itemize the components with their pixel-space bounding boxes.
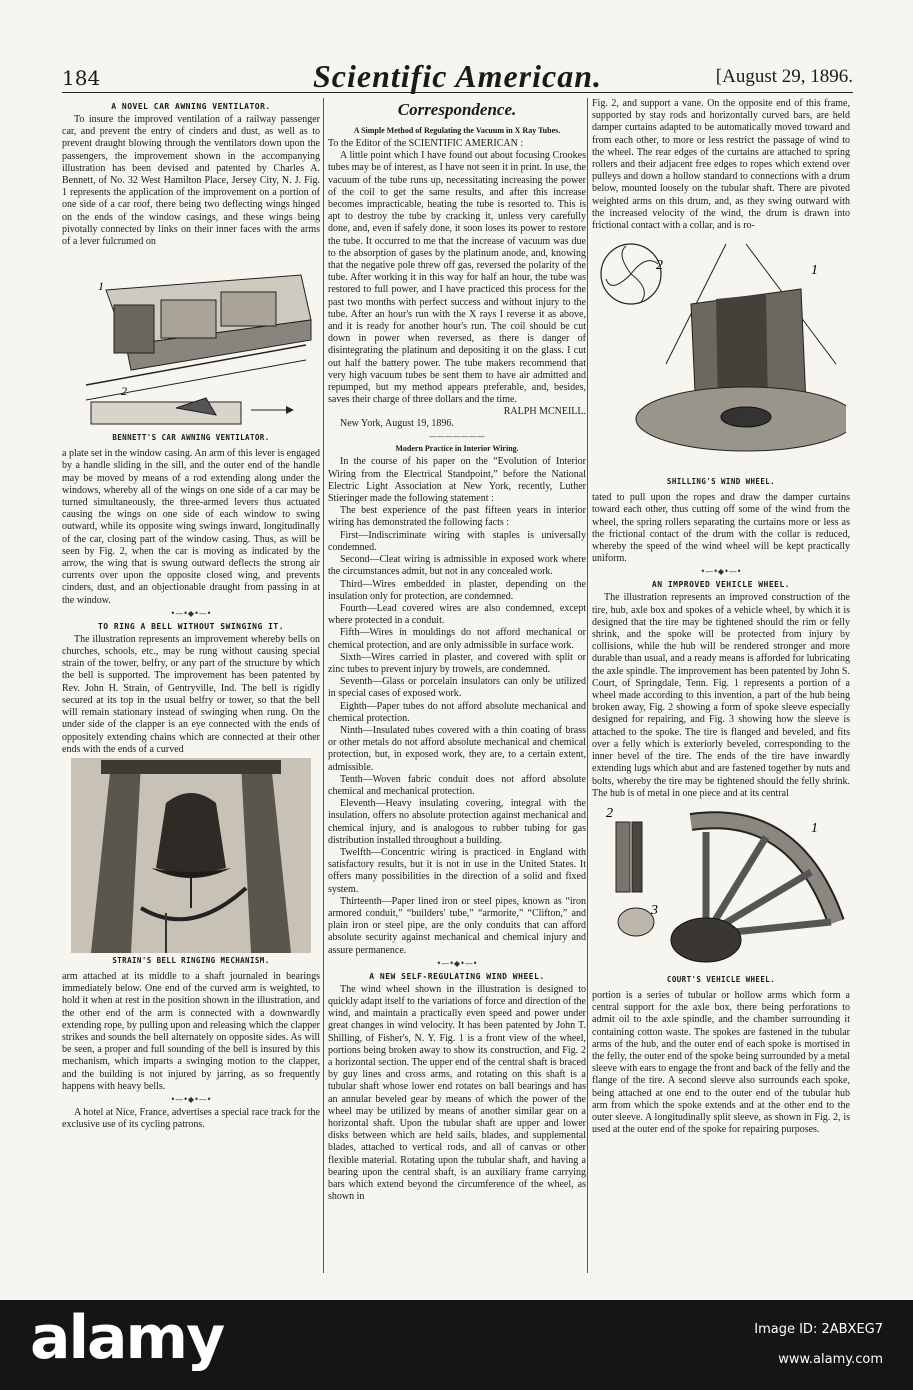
header-rule (62, 92, 853, 93)
figure-number: 2 (121, 384, 127, 399)
ornament-divider: •—•◆•—• (700, 567, 742, 577)
ornament-divider: ——————— (429, 432, 485, 442)
article-paragraph: The wind wheel shown in the illustration is designed to quickly adapt itself to the variations of force and direction of the wind, and maintain a practically even speed and power under great changes in wind velocity. It has been patented by John T. Shilling, of Fisher's, N. Y. Fig. 1 is a front view of the wheel, portions being broken away to show its construction, and Fig. 2 a horizontal section. The upper end of the central shaft is braced by guy lines and cross arms, and rotating on this shaft is a tubular shaft whose lower end rotates on ball bearings and has an annular beveled gear by means of which the power of the wheel may be utilized by means of another similar gear on a horizontal shaft. Upon the tubular shaft are upper and lower disks between which are held sails, blades, and supplemental blades, attached to vertical rods, and all of canvas or other flexible material. Rotating upon the tubular shaft, and having a bearing upon the central shaft, is an auxiliary frame carrying bars which extend beyond the circumference of the wheel, as shown in (328, 983, 586, 1203)
wiring-item: Thirteenth—Paper lined iron or steel pipes, known as “iron armored conduit,” “builders' tube,” “armorite,” “Clifton,” and plain iron or steel pipe, are the only conduits that can afford absolute security against mechanical and chemical injury and assure permanence. (328, 895, 586, 956)
page-number: 184 (62, 66, 101, 90)
figure-number: 1 (98, 279, 104, 294)
article-paragraph: A little point which I have found out about focusing Crookes tubes may be of interest, as I have not seen it in print. In use, the vacuum of the tube runs up, necessitating increasing the power of the coil to get the same results, and after this increase becomes impracticable, heating the tube is resorted to. This is apt to destroy the tube by cracking it, unless very carefully done, and, even if safely done, it soon loses its power to restore the tube. It occurred to me that the increase of vacuum was due to the absorption of gases by the platinum anode, and, knowing that the negative pole threw off gas, reversed the polarity of the tube. After working it in this way for half an hour, the tube was restored to full power, and I have practiced this process for the past two months with perfect success and without injury to the tube. After an hour's run with the X rays I reverse it as above, and it is ready for another hour's run. The coil should be cut down in power when reversed, as there is danger of disintegrating the platinum and depositing it on the glass. I cut out half the battery power. The tube makers recommend that very high vacuum tubes be sent them to have air admitted and repumped, but my method appears preferable, and, besides, saves their charge of three dollars and the time. (328, 150, 586, 406)
figure-caption: COURT'S VEHICLE WHEEL. (666, 974, 776, 984)
wind-wheel-illustration (596, 234, 846, 474)
article-paragraph: The illustration represents an improved construction of the tire, hub, axle box and spokes of a vehicle wheel, by which it is designed that the tire may be tightened should the rim or felly shrink, and the spoke will be protected from injury by collisions, while the hub will be rendered stronger and more durable than usual, and a ready means is afforded for lubricating the axle spindle. The improvement has been patented by John S. Court, of Springdale, Tenn. Fig. 1 represents a portion of a wheel made according to this invention, a part of the hub being broken away, Fig. 2 showing a form of spoke sleeve especially designed for repairing, and Fig. 3 showing how the sleeve is attached to the spoke. The tire is flanged and beveled, and fits over a felly which is exteriorly beveled, corresponding to the inner bevel of the tire. The ends of the tire have inwardly extending lugs which abut and are fastened together by nuts and bolts, whereby the tire may be tightened should the felly shrink. The hub is of metal in one piece and at its central (592, 592, 850, 799)
article-headline: AN IMPROVED VEHICLE WHEEL. (651, 580, 791, 590)
article-paragraph: a plate set in the window casing. An arm of this lever is engaged by a handle sliding in the sill, and the outer end of the handle may be moved by means of a rod extending along under the windows, whereby all of the wings on one side of a car may be turned simultaneously, the three-armed levers thus actuated causing the wings on one side of each window to swing outward, while its opposite wing swings inward, longitudinally of the car, closing part of the window casing. Thus, as will be seen by Fig. 2, when the car is moving as indicated by the arrow, the wing that is swung outward deflects the strong air currents over upon the opposite closed wing, and prevents cinders, dust, and an objectionable draught from passing in at the window. (62, 448, 320, 606)
masthead (60, 58, 855, 94)
article-paragraph: The illustration represents an improvement whereby bells on churches, schools, etc., may be rung without causing special strain of the tower, belfry, or any part of the structure by which the bell is supported. The improvement has been patented by Rev. John H. Strain, of Gentryville, Ind. The bell is rigidly secured at its top in the usual belfry or tower, so that the bell will remain stationary instead of swinging when rung. On the under side of the clapper is an eye connected with the ends of oppositely extending chains which are connected at their other ends with the ends of a curved (62, 633, 320, 755)
column-divider (587, 98, 588, 1273)
wiring-item: Seventh—Glass or porcelain insulators can only be utilized in special cases of exposed work. (328, 676, 586, 700)
figure-number: 1 (811, 820, 818, 836)
wiring-item: Fifth—Wires in mouldings do not afford mechanical or chemical protection, and are only admissible in surface work. (328, 627, 586, 651)
figure-number: 3 (651, 902, 658, 918)
article-headline: A NOVEL CAR AWNING VENTILATOR. (111, 102, 271, 111)
article-headline: Modern Practice in Interior Wiring. (395, 444, 519, 454)
vehicle-wheel-illustration (596, 802, 846, 972)
wiring-item: First—Indiscriminate wiring with staples is universally condemned. (328, 529, 586, 553)
wiring-item: Ninth—Insulated tubes covered with a thin coating of brass or other metals do not afford absolute mechanical and chemical protection, but, in exposed work, they are, to a certain extent, admissible. (328, 724, 586, 773)
publication-title: Scientific American. (312, 58, 602, 94)
column-1 (62, 98, 320, 1131)
article-paragraph: arm attached at its middle to a shaft journaled in bearings immediately below. One end of the curved arm is weighted, to hold it when at rest in the position shown in the illustration, and the other end of the arm is connected with a downwardly extending rope, by pulling upon and releasing which the clapper strikes and sounds the bell alternately on opposite sides. As will be seen, a proper and full sounding of the bell is insured by this mechanism, which imparts a swinging motion to the clapper, and the building is not injured by jarring, as so frequently happens with heavy bells. (62, 970, 320, 1092)
article-paragraph: To insure the improved ventilation of a railway passenger car, and prevent the entry of cinders and dust, as well as to prevent draught blowing through the ventilators down upon the passengers, the improvement shown in the accompanying illustration has been devised and patented by Charles A. Bennett, of No. 32 West Hamilton Place, Jersey City, N. J. Fig. 1 represents the application of the improvement on a portion of one side of a car roof, there being two deflecting wings hinged on the ends of the window casings, and these wings being pivotally connected by links on their inner faces with the arms of a lever fulcrumed on (62, 114, 320, 248)
article-headline: A Simple Method of Regulating the Vacuum in X Ray Tubes. (353, 126, 561, 135)
ornament-divider: •—•◆•—• (170, 1094, 212, 1104)
ornament-divider: •—•◆•—• (170, 608, 212, 618)
wiring-item: Sixth—Wires carried in plaster, and covered with split or zinc tubes to prevent injury by trowels, are condemned. (328, 651, 586, 675)
article-paragraph: portion is a series of tubular or hollow arms which form a central support for the axle box, there being perforations to admit oil to the axle spindle, and the chamber surrounding it containing cotton waste. The spokes are fastened in the tubular arms of the hub, and the outer end of each spoke is mortised in the felly, the outer end of the spoke being surrounded by a metal sleeve with ears to engage the front and back of the felly and the flange of the tire. A second sleeve also surrounds each spoke, being attached at one end to the outer end of the tubular hub arm from which the spoke extends and at the other end to the outer sleeve. A longitudinally split sleeve, as shown in Fig. 2, is used at the outer end of the spoke for repairing purposes. (592, 989, 850, 1136)
figure-caption: STRAIN'S BELL RINGING MECHANISM. (112, 955, 270, 965)
column-3 (592, 98, 850, 1136)
issue-date: [August 29, 1896. (715, 66, 853, 87)
wiring-item: Second—Cleat wiring is admissible in exposed work where the circumstances admit, but not in any concealed work. (328, 554, 586, 578)
car-awning-illustration (66, 250, 316, 430)
wiring-item: Twelfth—Concentric wiring is practiced in England with satisfactory results, but it is not in use in the United States. It offers many possibilities in the direction of a solid and fixed system. (328, 846, 586, 895)
wiring-item: Tenth—Woven fabric conduit does not afford absolute chemical and mechanical protection. (328, 773, 586, 797)
article-headline: TO RING A BELL WITHOUT SWINGING IT. (97, 621, 285, 631)
wiring-item: Eleventh—Heavy insulating covering, integral with the insulation, offers no absolute protection against mechanical and chemical injury, and is analogous to rubber tubing for gas distribution installed throughout a building. (328, 798, 586, 846)
brand-logo: alamy (30, 1303, 224, 1373)
author-signature: RALPH MCNEILL. (503, 406, 586, 418)
figure-number: 2 (606, 805, 613, 821)
article-paragraph: A hotel at Nice, France, advertises a special race track for the exclusive use of its cycling patrons. (62, 1106, 320, 1131)
letter-date: New York, August 19, 1896. (340, 418, 454, 430)
figure-caption: BENNETT'S CAR AWNING VENTILATOR. (112, 433, 270, 443)
column-divider (323, 98, 324, 1273)
wiring-item: Third—Wires embedded in plaster, depending on the insulation only for protection, are condemned. (328, 578, 586, 602)
ornament-divider: •—•◆•—• (436, 958, 478, 968)
article-paragraph: In the course of his paper on the “Evolution of Interior Wiring from the Electrical Standpoint,” before the National Electric Light Association at New York, recently, Luther Stieringer made the following statement : (328, 456, 586, 505)
article-headline: A NEW SELF-REGULATING WIND WHEEL. (369, 971, 545, 981)
image-id: Image ID: 2ABXEG7 (754, 1322, 883, 1337)
article-paragraph: Fig. 2, and support a vane. On the opposite end of this frame, supported by stay rods and horizontally curved bars, are held damper curtains adapted to be automatically moved toward and from each other, to more or less restrict the passage of wind to the wheel. The rear edges of the curtains are attached to spring rollers and their adjacent free edges to ropes which extend over pulleys and down a hollow standard to connections with a drum below, mounted loosely on the tubular shaft. There are pivoted weighted arms on this drum, and, as they swing outward with the increased velocity of the wind, the drum is drawn into frictional contact with a collar, and is ro- (592, 98, 850, 232)
article-paragraph: tated to pull upon the ropes and draw the damper curtains toward each other, thus cutting off some of the wind from the wheel, the spring rollers separating the curtains more or less as the frictional contact of the drum with the collar is reduced, whereby the speed of the wind wheel will be kept practically uniform. (592, 492, 850, 565)
bell-mechanism-illustration (71, 758, 311, 953)
figure-number: 1 (811, 263, 818, 279)
article-paragraph: The best experience of the past fifteen years in interior wiring has demonstrated the following facts : (328, 505, 586, 529)
figure-caption: SHILLING'S WIND WHEEL. (666, 477, 776, 487)
figure-number: 2 (656, 258, 663, 274)
article-paragraph: To the Editor of the SCIENTIFIC AMERICAN : (328, 138, 524, 149)
site-url[interactable]: www.alamy.com (778, 1352, 883, 1367)
column-2 (328, 98, 586, 1203)
section-heading: Correspondence. (397, 100, 517, 119)
wiring-item: Eighth—Paper tubes do not afford absolute mechanical and chemical protection. (328, 700, 586, 724)
wiring-item: Fourth—Lead covered wires are also condemned, except where protected in a conduit. (328, 602, 586, 627)
